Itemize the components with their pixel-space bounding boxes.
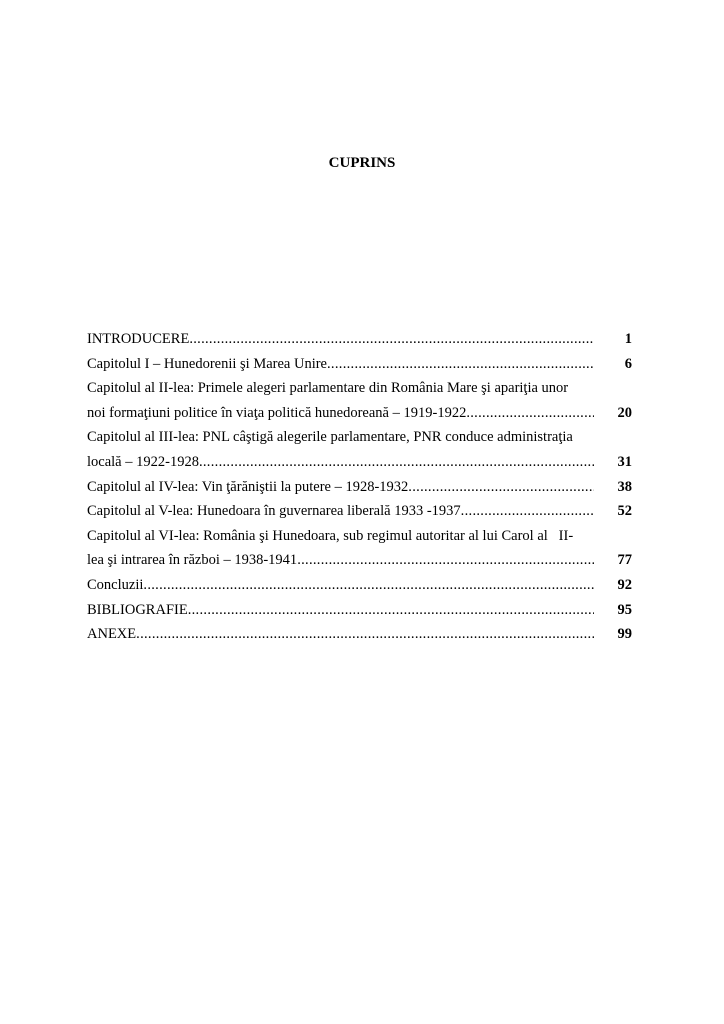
toc-dot-leader (199, 450, 594, 475)
toc-entry-concluzii[interactable] (87, 573, 632, 598)
toc-entry-capitolul-4[interactable] (87, 475, 632, 500)
toc-entry-text: Capitolul al VI-lea: România şi Hunedoara, sub regimul autoritar al lui Carol al II- (87, 527, 574, 544)
toc-dot-leader (466, 401, 594, 426)
toc-entry-capitolul-6-line-1[interactable] (87, 524, 632, 549)
toc-entry-capitolul-3-line-1[interactable] (87, 425, 632, 450)
toc-page-number: 6 (624, 355, 632, 372)
table-of-contents (87, 327, 632, 647)
toc-dot-leader (461, 499, 594, 524)
toc-entry-capitolul-2-line-2[interactable] (87, 401, 632, 426)
toc-page-number: 20 (617, 404, 632, 421)
toc-entry-text: noi formaţiuni politice în viaţa politică hunedoreană – 1919-1922 (87, 404, 467, 421)
toc-entry-anexe[interactable] (87, 622, 632, 647)
toc-entry-capitolul-6-line-2[interactable] (87, 548, 632, 573)
toc-dot-leader (188, 598, 594, 623)
page-title: CUPRINS (328, 155, 396, 171)
toc-dot-leader (143, 573, 594, 598)
toc-entry-text: locală – 1922-1928 (87, 453, 199, 470)
toc-entry-text: Capitolul al II-lea: Primele alegeri parlamentare din România Mare şi apariţia unor (87, 380, 569, 397)
toc-dot-leader (408, 475, 594, 500)
toc-entry-text: Concluzii (87, 576, 144, 593)
toc-page-number: 95 (617, 601, 632, 618)
toc-dot-leader (189, 327, 594, 352)
toc-entry-text: Capitolul al III-lea: PNL câştigă alegerile parlamentare, PNR conduce administraţia (87, 429, 573, 446)
toc-page-number: 77 (617, 552, 632, 569)
toc-page-number: 38 (617, 478, 632, 495)
toc-entry-capitolul-1[interactable] (87, 352, 632, 377)
toc-entry-capitolul-3-line-2[interactable] (87, 450, 632, 475)
toc-entry-text: ANEXE (87, 626, 137, 643)
toc-page-number: 52 (617, 503, 632, 520)
toc-entry-capitolul-5[interactable] (87, 499, 632, 524)
toc-entry-text: Capitolul I – Hunedorenii şi Marea Unire (87, 355, 327, 372)
toc-entry-text: Capitolul al IV-lea: Vin ţărăniştii la putere – 1928-1932 (87, 478, 409, 495)
toc-entry-text: INTRODUCERE (87, 331, 190, 347)
toc-entry-text: Capitolul al V-lea: Hunedoara în guvernarea liberală 1933 -1937 (87, 503, 461, 520)
toc-entry-bibliografie[interactable] (87, 598, 632, 623)
toc-page-number: 92 (617, 576, 632, 593)
toc-entry-capitolul-2-line-1[interactable] (87, 376, 632, 401)
toc-entry-text: lea şi intrarea în război – 1938-1941 (87, 552, 298, 569)
toc-page-number: 99 (617, 626, 632, 643)
toc-entry-text: BIBLIOGRAFIE (87, 601, 188, 618)
toc-page-number: 31 (617, 453, 632, 470)
toc-dot-leader (297, 548, 594, 573)
toc-dot-leader (327, 352, 594, 377)
toc-dot-leader (136, 622, 594, 647)
toc-entry-introducere[interactable] (87, 327, 632, 352)
toc-page-number: 1 (624, 331, 632, 347)
